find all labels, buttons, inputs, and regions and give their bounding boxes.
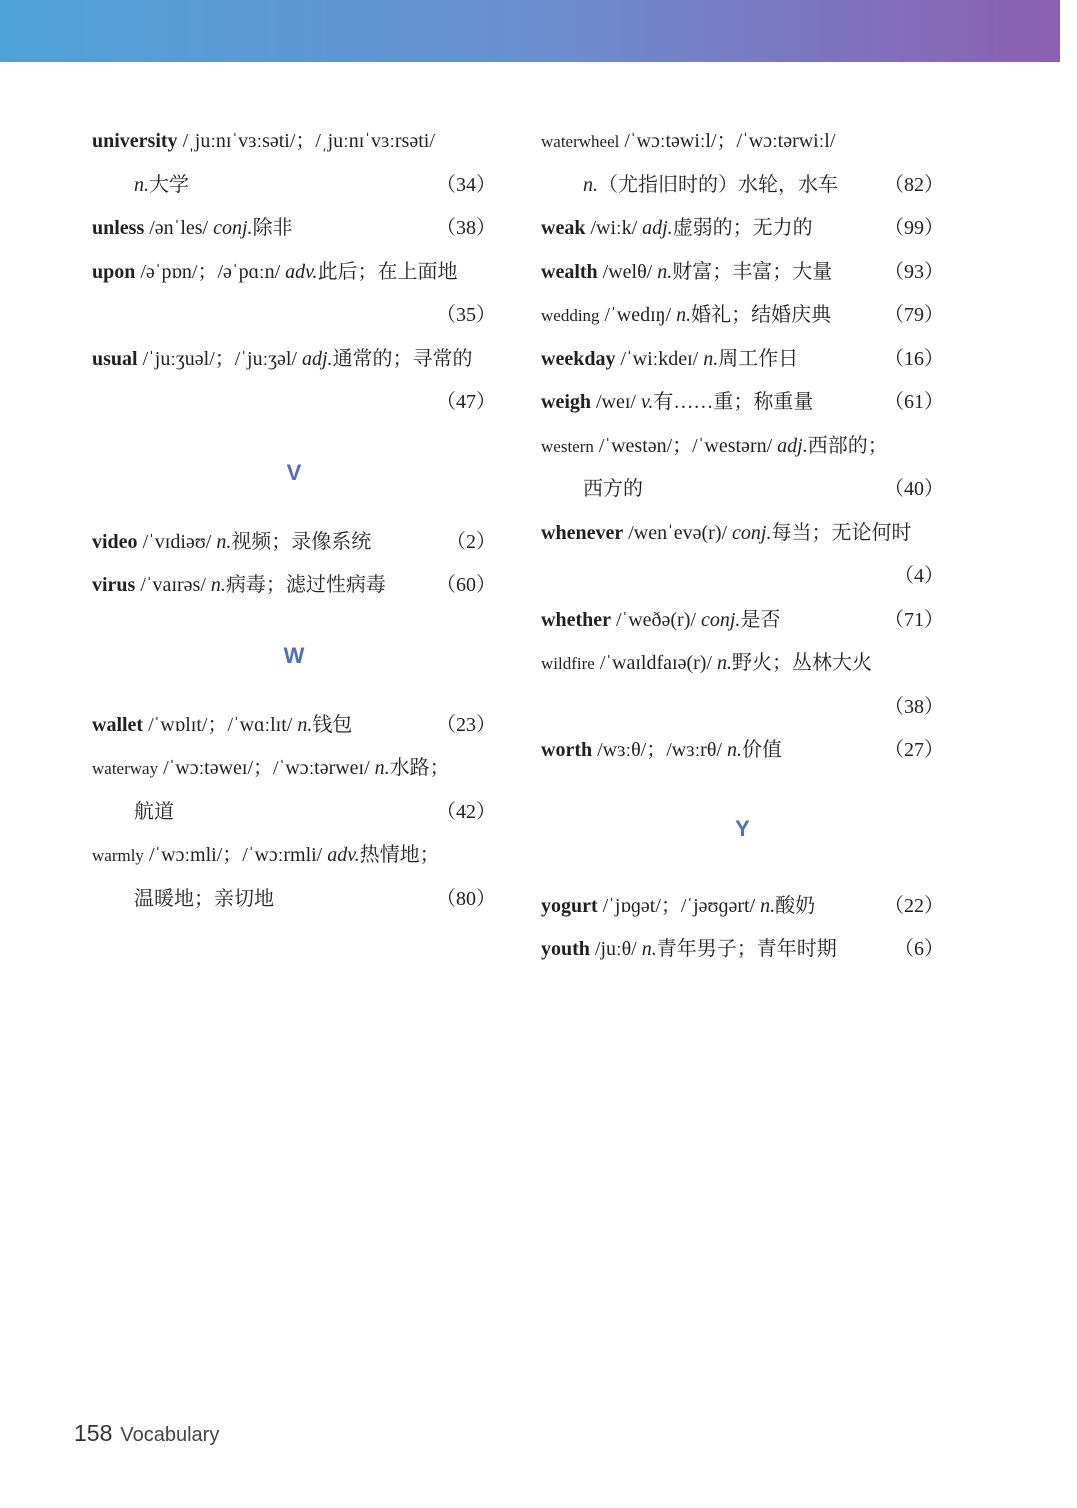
- entry-waterway: [92, 747, 496, 791]
- definition: 虚弱的；无力的: [672, 217, 813, 239]
- definition: 此后；在上面地: [317, 260, 458, 283]
- phonetic: /wɜːθ/；/wɜːrθ/: [597, 739, 722, 761]
- definition: （尤指旧时的）水轮，水车: [598, 173, 838, 196]
- definition: 温暖地；亲切地: [134, 887, 274, 910]
- phonetic: /wiːk/: [590, 217, 638, 239]
- phonetic: /ˈwaɪldfaɪə(r)/: [599, 652, 712, 674]
- entry-continuation: [92, 164, 496, 208]
- entry-virus: [92, 564, 496, 608]
- header-accent-bar: [0, 0, 1060, 62]
- section-name: Vocabulary: [120, 1424, 220, 1446]
- phonetic: /ˈwɒlɪt/；/ˈwɑːlɪt/: [148, 713, 293, 736]
- entry-western: [541, 425, 944, 469]
- phonetic: /ˈvaɪrəs/: [140, 574, 206, 596]
- definition: 病毒；滤过性病毒: [225, 574, 386, 596]
- part-of-speech: n.: [210, 574, 226, 596]
- phonetic: /ˈjuːʒuəl/；/ˈjuːʒəl/: [142, 347, 297, 370]
- headword: video: [92, 530, 138, 553]
- phonetic: /weɪ/: [596, 391, 636, 413]
- entry-continuation: [92, 381, 496, 425]
- phonetic: /welθ/: [602, 260, 653, 283]
- headword: weekday: [541, 347, 616, 370]
- definition: 有……重；称重量: [653, 391, 814, 413]
- headword: university: [92, 130, 178, 152]
- entry-usual: [92, 338, 496, 382]
- headword: waterway: [92, 759, 159, 778]
- entry-weekday: [541, 338, 944, 382]
- entry-worth: [541, 729, 944, 773]
- part-of-speech: n.: [216, 530, 232, 553]
- entry-wedding: [541, 294, 944, 338]
- entry-wealth: [541, 251, 944, 295]
- entry-whether: [541, 599, 944, 643]
- definition: 西方的: [583, 478, 643, 500]
- page-footer: [74, 1420, 219, 1447]
- page-ref: （40）: [884, 478, 944, 500]
- part-of-speech: adj.: [642, 217, 673, 239]
- definition: 是否: [740, 608, 781, 631]
- part-of-speech: adv.: [327, 844, 360, 866]
- headword: virus: [92, 574, 136, 596]
- page-ref: （38）: [436, 217, 496, 239]
- entry-continuation: [541, 686, 944, 730]
- phonetic: /ˈweðə(r)/: [615, 608, 696, 631]
- phonetic: /wenˈevə(r)/: [628, 521, 728, 544]
- page-ref: （34）: [436, 173, 496, 196]
- headword: worth: [541, 739, 593, 761]
- page-ref: （35）: [436, 304, 496, 326]
- definition: 价值: [741, 739, 782, 761]
- entry-yogurt: [541, 885, 944, 929]
- headword: wildfire: [541, 654, 595, 673]
- entry-weigh: [541, 381, 944, 425]
- page-ref: （71）: [884, 608, 944, 631]
- headword: warmly: [92, 846, 144, 865]
- headword: youth: [541, 938, 590, 960]
- part-of-speech: adv.: [285, 260, 318, 283]
- page-ref: （38）: [884, 695, 944, 718]
- definition: 婚礼；结婚庆典: [691, 304, 832, 326]
- page-ref: （23）: [436, 713, 496, 736]
- definition: 野火；丛林大火: [732, 652, 872, 674]
- page-ref: （22）: [884, 894, 944, 917]
- page-ref: （4）: [894, 565, 944, 587]
- phonetic: /ˈjɒɡət/；/ˈjəʊɡərt/: [602, 894, 756, 917]
- part-of-speech: n.: [726, 739, 742, 761]
- part-of-speech: n.: [657, 260, 673, 283]
- entry-continuation: [541, 164, 944, 208]
- phonetic: /ˈvɪdiəʊ/: [142, 530, 212, 553]
- entry-continuation: [541, 468, 944, 512]
- page-number: 158: [74, 1420, 113, 1446]
- definition: 钱包: [312, 713, 353, 736]
- entry-wildfire: [541, 642, 944, 686]
- phonetic: /ˈwɔːtəwiːl/；/ˈwɔːtərwiːl/: [624, 130, 836, 152]
- headword: wealth: [541, 260, 598, 283]
- part-of-speech: n.: [676, 304, 692, 326]
- entry-whenever: [541, 512, 944, 556]
- entry-continuation: [92, 294, 496, 338]
- part-of-speech: n.: [717, 652, 732, 674]
- page-ref: （99）: [884, 217, 944, 239]
- part-of-speech: adj.: [777, 434, 808, 457]
- phonetic: /juːθ/: [594, 938, 637, 960]
- headword: yogurt: [541, 894, 598, 917]
- part-of-speech: v.: [641, 391, 654, 413]
- headword: wedding: [541, 306, 600, 325]
- entry-weak: [541, 207, 944, 251]
- entry-upon: [92, 251, 496, 295]
- headword: whether: [541, 608, 611, 631]
- part-of-speech: conj.: [213, 217, 253, 239]
- definition: 每当；无论何时: [771, 521, 912, 544]
- headword: unless: [92, 217, 145, 239]
- page-ref: （27）: [884, 739, 944, 761]
- entry-continuation: [541, 555, 944, 599]
- section-letter-w: W: [283, 642, 305, 668]
- part-of-speech: n.: [134, 173, 149, 196]
- definition: 视频；录像系统: [231, 530, 372, 553]
- page-ref: （82）: [884, 173, 944, 196]
- entry-continuation: [92, 878, 496, 922]
- part-of-speech: n.: [703, 347, 719, 370]
- phonetic: /ˈwestən/；/ˈwestərn/: [598, 434, 773, 457]
- definition: 财富；丰富；大量: [672, 260, 833, 283]
- page-ref: （47）: [436, 391, 496, 413]
- definition: 除非: [252, 217, 293, 239]
- page-ref: （80）: [436, 887, 496, 910]
- page-ref: （42）: [436, 800, 496, 823]
- definition: 水路；: [389, 757, 450, 779]
- page-ref: （2）: [446, 530, 496, 553]
- headword: upon: [92, 260, 136, 283]
- headword: waterwheel: [541, 132, 620, 151]
- part-of-speech: conj.: [732, 521, 772, 544]
- entry-warmly: [92, 834, 496, 878]
- page-ref: （61）: [884, 391, 944, 413]
- section-letter-y: Y: [735, 815, 750, 841]
- entry-waterwheel: [541, 120, 944, 164]
- entry-university: [92, 120, 496, 164]
- phonetic: /ˌjuːnɪˈvɜːsəti/；/ˌjuːnɪˈvɜːrsəti/: [182, 130, 435, 152]
- headword: weigh: [541, 391, 591, 413]
- phonetic: /ˈwɔːmli/；/ˈwɔːrmli/: [148, 844, 323, 866]
- right-column: [541, 120, 944, 972]
- entry-continuation: [92, 791, 496, 835]
- entry-wallet: [92, 704, 496, 748]
- headword: whenever: [541, 521, 624, 544]
- part-of-speech: n.: [374, 757, 390, 779]
- phonetic: /əˈpɒn/；/əˈpɑːn/: [140, 260, 281, 283]
- phonetic: /ˈwɔːtəweɪ/；/ˈwɔːtərweɪ/: [163, 757, 370, 779]
- phonetic: /ˈwiːkdeɪ/: [620, 347, 699, 370]
- headword: wallet: [92, 713, 144, 736]
- definition: 热情地；: [359, 844, 440, 866]
- definition: 通常的；寻常的: [332, 347, 473, 370]
- page-ref: （79）: [884, 304, 944, 326]
- entry-video: [92, 521, 496, 565]
- headword: weak: [541, 217, 586, 239]
- part-of-speech: n.: [760, 894, 776, 917]
- left-column: [92, 120, 496, 921]
- headword: western: [541, 436, 594, 456]
- entry-youth: [541, 928, 944, 972]
- definition: 大学: [149, 173, 189, 196]
- phonetic: /ˈwedɪŋ/: [604, 304, 672, 326]
- definition: 酸奶: [775, 894, 816, 917]
- definition: 航道: [134, 800, 174, 823]
- part-of-speech: n.: [297, 713, 313, 736]
- entry-unless: [92, 207, 496, 251]
- definition: 青年男子；青年时期: [656, 938, 837, 960]
- part-of-speech: adj.: [302, 347, 333, 370]
- part-of-speech: conj.: [700, 608, 741, 631]
- page-ref: （93）: [884, 260, 944, 283]
- page-ref: （16）: [884, 347, 944, 370]
- page-ref: （6）: [894, 938, 944, 960]
- headword: usual: [92, 347, 138, 370]
- definition: 西部的；: [807, 434, 888, 457]
- part-of-speech: n.: [641, 938, 657, 960]
- definition: 周工作日: [718, 347, 799, 370]
- section-letter-v: V: [286, 459, 302, 485]
- page-ref: （60）: [436, 574, 496, 596]
- phonetic: /ənˈles/: [149, 217, 209, 239]
- part-of-speech: n.: [583, 173, 598, 196]
